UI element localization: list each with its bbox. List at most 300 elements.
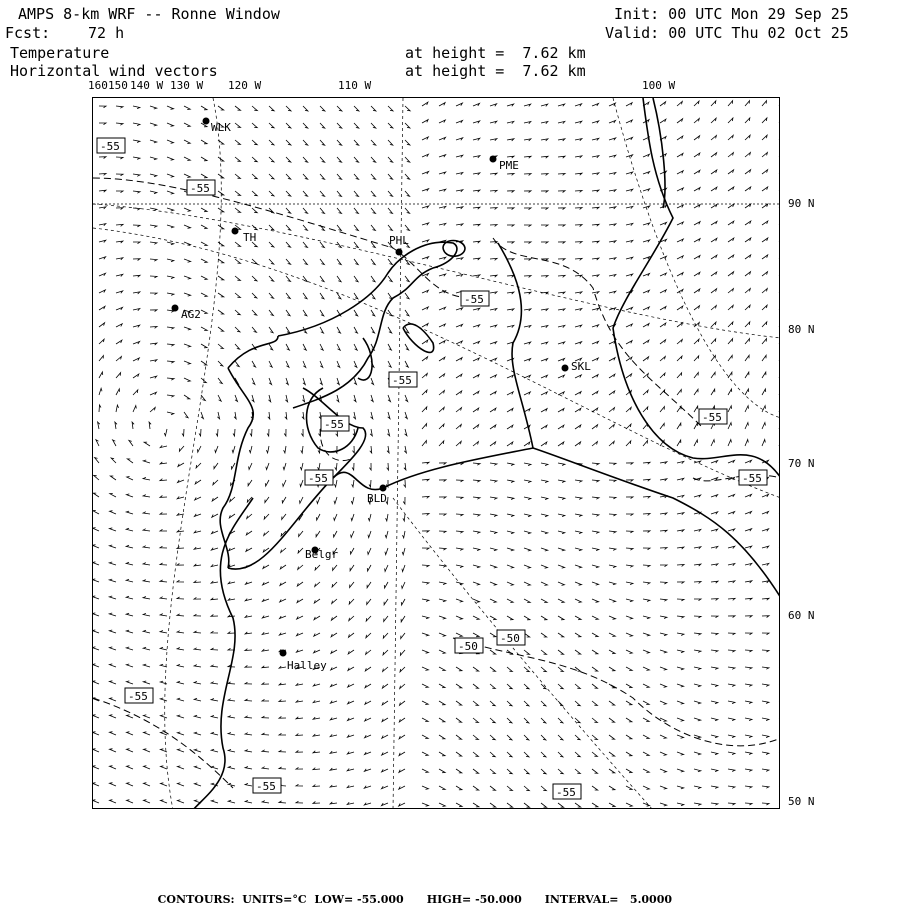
contour-label: -55 xyxy=(392,374,412,387)
wind-vector xyxy=(643,752,649,756)
wind-vector xyxy=(694,289,700,293)
wind-vector xyxy=(99,405,101,412)
wind-vector xyxy=(711,187,717,191)
wind-vector xyxy=(266,446,269,453)
wind-vector xyxy=(194,631,201,633)
wind-vector xyxy=(99,372,103,378)
wind-vector xyxy=(524,684,529,689)
wind-vector xyxy=(490,225,497,227)
wind-vector xyxy=(609,121,616,124)
wind-vector xyxy=(541,752,546,757)
wind-vector xyxy=(286,140,291,145)
wind-vector xyxy=(160,597,167,599)
wind-vector xyxy=(728,372,732,378)
wind-vector xyxy=(388,174,393,179)
station-label: WLK xyxy=(211,121,231,134)
wind-vector xyxy=(609,424,614,429)
wind-vector xyxy=(779,667,780,669)
wind-vector xyxy=(592,207,599,209)
wind-vector xyxy=(384,582,388,588)
wind-vector xyxy=(694,684,701,687)
wind-vector xyxy=(626,424,631,429)
wind-vector xyxy=(779,546,780,548)
wind-vector xyxy=(643,374,648,379)
wind-vector xyxy=(490,565,497,568)
wind-vector xyxy=(541,174,548,176)
wind-vector xyxy=(405,191,410,196)
wind-vector xyxy=(201,174,207,178)
wind-vector xyxy=(779,322,780,327)
wind-vector xyxy=(201,157,207,161)
wind-vector xyxy=(762,272,768,276)
wind-vector xyxy=(711,170,717,174)
field-wind: Horizontal wind vectors xyxy=(10,62,218,80)
wind-vector xyxy=(286,225,291,230)
wind-vector xyxy=(405,225,410,230)
wind-vector xyxy=(609,224,616,226)
wind-vector xyxy=(592,121,599,123)
wind-vector xyxy=(296,801,303,803)
wind-vector xyxy=(779,803,780,805)
wind-vector xyxy=(456,424,461,429)
wind-vector xyxy=(167,106,174,109)
wind-vector xyxy=(129,440,133,446)
wind-vector xyxy=(592,599,599,602)
wind-vector xyxy=(184,123,190,127)
wind-vector xyxy=(779,564,780,566)
wind-vector xyxy=(93,715,99,718)
wind-vector xyxy=(109,630,116,633)
wind-vector xyxy=(286,259,291,264)
wind-vector xyxy=(314,633,320,636)
wind-vector xyxy=(762,406,766,412)
wind-vector xyxy=(558,769,563,774)
wind-vector xyxy=(677,461,684,463)
station-label: Belgr xyxy=(305,548,339,561)
wind-vector xyxy=(177,530,184,532)
wind-vector xyxy=(558,325,565,327)
wind-vector xyxy=(422,307,428,310)
wind-vector xyxy=(779,355,780,361)
wind-vector xyxy=(405,208,410,213)
wind-vector xyxy=(248,480,252,486)
wind-vector xyxy=(660,650,667,653)
wind-vector xyxy=(267,429,269,436)
wind-vector xyxy=(422,189,429,191)
wind-vector xyxy=(779,684,780,687)
wind-vector xyxy=(286,293,290,299)
wind-vector xyxy=(558,480,565,483)
wind-vector xyxy=(286,106,291,111)
wind-vector xyxy=(507,701,512,706)
wind-vector xyxy=(626,786,632,790)
wind-vector xyxy=(728,170,734,174)
wind-vector xyxy=(384,599,388,605)
wind-vector xyxy=(110,732,117,735)
wind-vector xyxy=(558,684,563,689)
wind-vector xyxy=(575,803,581,807)
wind-vector xyxy=(779,118,780,123)
wind-vector xyxy=(194,514,201,517)
wind-vector xyxy=(626,206,633,208)
wind-vector xyxy=(235,395,238,402)
wind-vector xyxy=(609,441,614,446)
wind-vector xyxy=(694,239,700,242)
wind-vector xyxy=(558,309,565,311)
wind-vector xyxy=(354,208,358,213)
wind-vector xyxy=(399,718,405,722)
wind-vector xyxy=(422,496,429,498)
wind-vector xyxy=(677,101,682,106)
wind-vector xyxy=(126,579,133,582)
wind-vector xyxy=(110,800,117,803)
wind-vector xyxy=(745,372,749,378)
wind-vector xyxy=(592,104,599,107)
station-marker xyxy=(280,650,287,657)
wind-vector xyxy=(745,339,750,344)
wind-vector xyxy=(609,241,616,243)
wind-vector xyxy=(779,153,780,157)
wind-vector xyxy=(779,701,780,704)
contour-label: -55 xyxy=(464,293,484,306)
wind-vector xyxy=(245,699,252,701)
wind-vector xyxy=(592,650,598,654)
wind-vector xyxy=(133,292,140,294)
wind-vector xyxy=(609,374,615,378)
wind-vector xyxy=(348,650,354,654)
wind-vector xyxy=(211,732,218,735)
wind-vector xyxy=(201,276,207,280)
wind-vector xyxy=(762,650,769,652)
wind-vector xyxy=(660,323,666,327)
wind-vector xyxy=(235,208,241,212)
wind-vector xyxy=(218,276,224,280)
wind-vector xyxy=(116,224,123,226)
wind-vector xyxy=(110,476,116,480)
wind-vector xyxy=(626,463,633,465)
wind-vector xyxy=(337,259,341,265)
wind-vector xyxy=(711,289,717,293)
contour-label: -55 xyxy=(702,411,722,424)
wind-vector xyxy=(660,548,667,550)
wind-vector xyxy=(201,412,203,419)
wind-vector xyxy=(167,174,174,177)
wind-vector xyxy=(643,154,649,157)
wind-vector xyxy=(558,752,563,757)
wind-vector xyxy=(337,395,339,402)
wind-vector xyxy=(711,272,717,276)
wind-vector xyxy=(439,480,446,482)
wind-vector xyxy=(194,665,201,667)
wind-vector xyxy=(235,123,241,127)
wind-vector xyxy=(160,512,167,514)
wind-vector xyxy=(575,599,581,603)
wind-vector xyxy=(212,531,219,534)
wind-vector xyxy=(439,441,444,446)
wind-vector xyxy=(490,684,495,689)
wind-vector xyxy=(592,616,598,620)
wind-vector xyxy=(711,101,716,106)
wind-vector xyxy=(110,749,117,752)
wind-vector xyxy=(330,718,337,720)
wind-vector xyxy=(490,616,496,620)
wind-vector xyxy=(332,599,337,604)
wind-vector xyxy=(296,784,303,786)
wind-vector xyxy=(762,546,769,548)
wind-vector xyxy=(575,408,581,412)
wind-vector xyxy=(779,718,780,721)
wind-vector xyxy=(507,786,512,791)
wind-vector xyxy=(609,497,616,499)
wind-vector xyxy=(422,514,429,516)
wind-vector xyxy=(728,221,734,225)
wind-vector xyxy=(235,106,241,110)
wind-vector xyxy=(745,440,748,447)
wind-vector xyxy=(473,408,479,412)
wind-vector xyxy=(320,157,325,162)
wind-vector xyxy=(660,479,667,481)
wind-vector xyxy=(643,684,649,688)
wind-vector xyxy=(371,174,376,179)
wind-vector xyxy=(592,735,597,740)
wind-vector xyxy=(524,650,530,654)
wind-vector xyxy=(264,514,269,519)
wind-vector xyxy=(194,581,201,583)
wind-vector xyxy=(728,752,735,755)
wind-vector xyxy=(353,446,355,453)
wind-vector xyxy=(245,582,252,584)
wind-vector xyxy=(370,429,372,436)
wind-vector xyxy=(218,293,224,297)
wind-vector xyxy=(302,395,304,402)
wind-vector xyxy=(626,582,633,585)
wind-vector xyxy=(116,208,123,210)
wind-vector xyxy=(184,225,191,228)
wind-vector xyxy=(524,309,531,311)
lon-label-110: 110 W xyxy=(338,79,372,92)
wind-vector xyxy=(507,531,514,534)
wind-vector xyxy=(262,616,269,618)
wind-vector xyxy=(383,633,388,638)
wind-vector xyxy=(405,106,410,111)
wind-vector xyxy=(677,684,684,687)
wind-vector xyxy=(422,769,428,773)
wind-vector xyxy=(211,749,218,752)
wind-vector xyxy=(194,749,201,752)
wind-vector xyxy=(113,440,116,446)
wind-vector xyxy=(762,255,768,259)
wind-vector xyxy=(541,463,548,466)
wind-vector xyxy=(728,616,735,618)
wind-vector xyxy=(382,718,388,722)
wind-vector xyxy=(269,310,273,316)
wind-vector xyxy=(439,650,445,654)
wind-vector xyxy=(660,735,666,738)
wind-vector xyxy=(626,407,631,412)
wind-vector xyxy=(745,153,750,158)
wind-vector xyxy=(779,170,780,174)
wind-vector xyxy=(643,514,650,516)
wind-vector xyxy=(541,565,548,568)
wind-vector xyxy=(109,647,116,650)
contour-label: -55 xyxy=(742,472,762,485)
wind-vector xyxy=(99,306,105,310)
wind-vector xyxy=(194,614,201,616)
wind-vector xyxy=(354,344,357,350)
wind-vector xyxy=(320,242,324,248)
station-label: Halley xyxy=(287,659,327,672)
wind-vector xyxy=(592,308,599,310)
wind-vector xyxy=(456,548,463,550)
wind-vector xyxy=(779,735,780,738)
wind-vector xyxy=(352,480,354,487)
wind-vector xyxy=(711,356,715,361)
wind-vector xyxy=(382,769,388,772)
wind-vector xyxy=(388,327,392,333)
wind-vector xyxy=(337,106,342,111)
wind-vector xyxy=(93,749,99,752)
wind-vector xyxy=(335,463,337,470)
wind-vector xyxy=(677,440,681,446)
wind-vector xyxy=(507,275,514,277)
wind-vector xyxy=(592,425,598,429)
wind-vector xyxy=(524,122,531,124)
wind-vector xyxy=(507,156,514,158)
footer-interval-value: 5.0000 xyxy=(629,893,673,906)
wind-vector xyxy=(401,633,405,639)
wind-vector xyxy=(541,225,548,227)
wind-vector xyxy=(371,293,375,299)
wind-vector xyxy=(762,187,768,191)
wind-vector xyxy=(711,118,716,123)
wind-vector xyxy=(133,406,136,412)
wind-vector xyxy=(711,546,718,548)
wind-vector xyxy=(262,599,269,601)
wind-vector xyxy=(167,242,174,245)
wind-vector xyxy=(320,293,324,299)
wind-vector xyxy=(422,324,428,328)
wind-vector xyxy=(575,497,582,499)
wind-vector xyxy=(184,344,191,347)
wind-vector xyxy=(400,701,406,705)
wind-vector xyxy=(711,616,718,618)
wind-vector xyxy=(507,174,514,176)
wind-vector xyxy=(382,701,388,705)
wind-vector xyxy=(490,701,495,706)
wind-vector xyxy=(133,374,139,378)
wind-vector xyxy=(347,785,354,787)
wind-vector xyxy=(201,310,207,314)
wind-vector xyxy=(762,769,769,771)
wind-vector xyxy=(660,340,666,344)
wind-vector xyxy=(167,140,174,143)
wind-vector xyxy=(283,480,286,486)
wind-vector xyxy=(490,718,495,723)
wind-vector xyxy=(762,633,769,635)
wind-vector xyxy=(456,684,462,688)
wind-vector xyxy=(388,123,393,128)
wind-vector xyxy=(252,276,257,281)
wind-vector xyxy=(762,563,769,565)
station-marker xyxy=(490,156,497,163)
wind-vector xyxy=(177,580,184,582)
wind-vector xyxy=(762,735,769,738)
wind-vector xyxy=(330,701,337,703)
wind-vector xyxy=(609,582,616,585)
wind-vector xyxy=(201,242,207,246)
wind-vector xyxy=(303,140,308,145)
wind-vector xyxy=(558,259,565,261)
wind-vector xyxy=(160,496,167,498)
wind-vector xyxy=(337,123,342,128)
wind-vector xyxy=(133,140,140,143)
wind-vector xyxy=(694,256,700,260)
wind-vector xyxy=(439,137,446,140)
wind-vector xyxy=(507,309,514,311)
wind-vector xyxy=(575,121,582,123)
wind-vector xyxy=(575,342,582,344)
wind-vector xyxy=(320,361,323,367)
wind-vector xyxy=(387,429,389,436)
wind-vector xyxy=(473,531,480,533)
wind-vector xyxy=(252,174,257,179)
wind-vector xyxy=(575,275,582,277)
wind-vector xyxy=(762,581,769,583)
wind-vector xyxy=(249,463,252,469)
wind-vector xyxy=(524,565,531,568)
wind-vector xyxy=(660,273,666,276)
wind-vector xyxy=(150,310,157,312)
wind-vector xyxy=(93,783,99,786)
wind-vector xyxy=(558,514,565,517)
wind-vector xyxy=(439,599,446,602)
wind-vector xyxy=(779,255,780,259)
wind-vector xyxy=(779,650,780,652)
station-label: PHL xyxy=(389,234,409,247)
wind-vector xyxy=(728,529,735,531)
lat-label-60: 60 N xyxy=(788,609,815,622)
wind-vector xyxy=(711,581,718,583)
wind-vector xyxy=(541,442,547,446)
wind-vector xyxy=(558,191,565,193)
wind-vector xyxy=(320,174,325,179)
wind-vector xyxy=(507,425,513,429)
wind-vector xyxy=(160,479,167,481)
contour-label: -55 xyxy=(556,786,576,799)
wind-vector xyxy=(387,446,389,453)
wind-vector xyxy=(109,528,116,531)
wind-vector xyxy=(660,423,664,429)
wind-vector xyxy=(349,616,354,621)
wind-vector xyxy=(144,442,150,446)
wind-vector xyxy=(575,156,582,158)
wind-vector xyxy=(745,803,752,805)
wind-vector xyxy=(745,406,749,412)
wind-vector xyxy=(524,735,529,740)
wind-vector xyxy=(303,259,307,265)
wind-vector xyxy=(456,667,462,671)
wind-vector xyxy=(592,497,599,499)
wind-vector xyxy=(677,735,684,738)
wind-vector xyxy=(439,735,445,739)
wind-vector xyxy=(626,701,632,705)
wind-vector xyxy=(592,582,599,585)
wind-vector xyxy=(558,225,565,227)
wind-vector xyxy=(252,157,257,162)
wind-vector xyxy=(330,768,337,770)
wind-vector xyxy=(354,310,358,316)
wind-vector xyxy=(490,514,497,517)
